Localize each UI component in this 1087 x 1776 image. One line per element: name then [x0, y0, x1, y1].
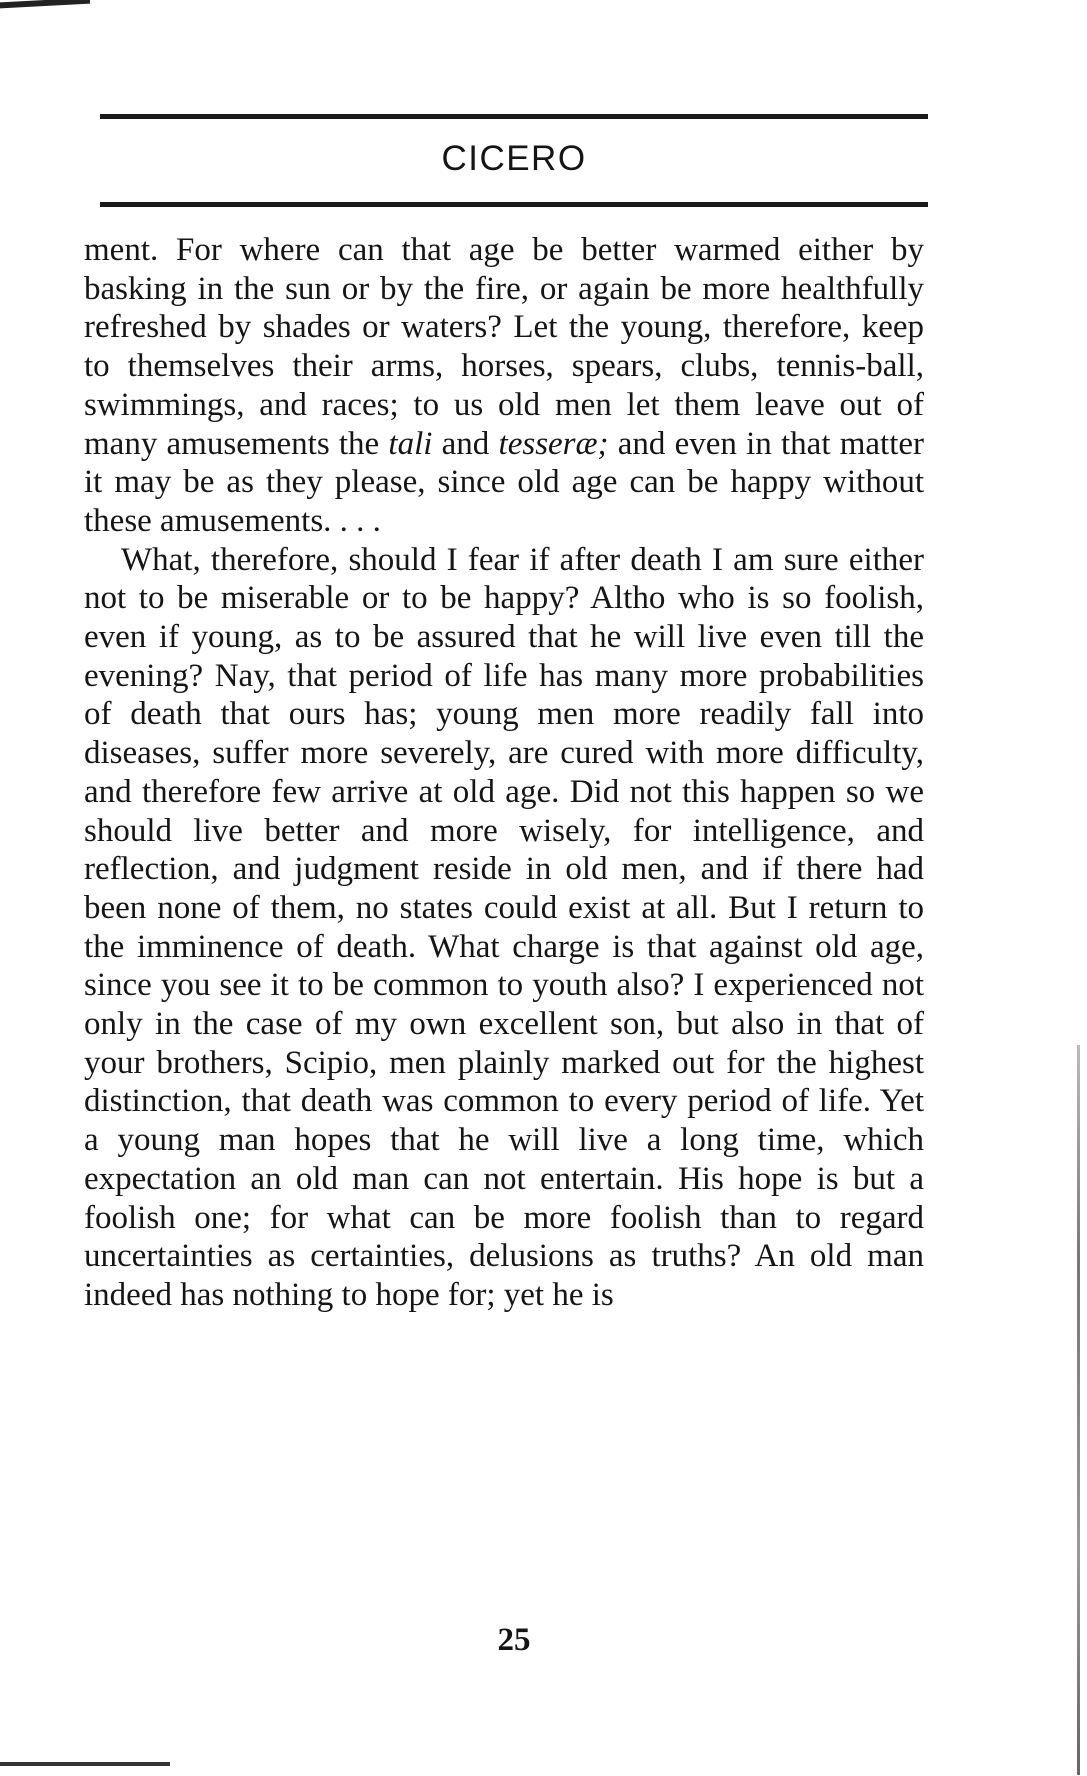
italic-term-tesserae: tesseræ;	[498, 425, 609, 462]
scan-edge-mark-top	[0, 0, 90, 8]
text-run: and	[432, 425, 499, 462]
text-run: and even in that matter it may be as they please, since old age can be happy without these amusements. . . .	[84, 425, 924, 539]
scan-edge-shadow	[1077, 1045, 1080, 1775]
paragraph-new	[84, 541, 924, 1315]
body-text	[84, 231, 924, 1315]
italic-term-tali: tali	[388, 425, 433, 462]
page-number: 25	[497, 1622, 531, 1658]
scan-edge-mark-bottom	[0, 1762, 170, 1766]
paragraph-continued	[84, 231, 924, 541]
running-head: CICERO	[441, 139, 587, 178]
header-rule-bottom	[100, 202, 928, 207]
text-run: What, therefore, should I fear if after death I am sure either not to be miserable or to be happy? Altho who is so foolish, even if young, as to be assured that he will live even till the evening? Nay, that period of life has many more probabilities of death that ours has; young men more readily fall into diseases, suffer more severely, are cured with more difficulty, and therefore few arrive at old age. Did not this happen so we should live better and more wisely, for intelligence, and reflection, and judgment reside in old men, and if there had been none of them, no states could exist at all. But I return to the imminence of death. What charge is that against old age, since you see it to be common to youth also? I experienced not only in the case of my own excellent son, but also in that of your brothers, Scipio, men plainly marked out for the highest distinction, that death was common to every period of life. Yet a young man hopes that he will live a long time, which expectation an old man can not entertain. His hope is but a foolish one; for what can be more foolish than to regard uncertainties as certainties, delusions as truths? An old man indeed has nothing to hope for; yet he is	[84, 541, 924, 1313]
header-rule-top	[100, 114, 928, 119]
text-run: ment. For where can that age be better warmed either by basking in the sun or by the fire, or again be more healthfully refreshed by shades or waters? Let the young, therefore, keep to themselves their arms, horses, spears, clubs, tennis-ball, swimmings, and races; to us old men let them leave out of many amusements the	[84, 232, 924, 462]
